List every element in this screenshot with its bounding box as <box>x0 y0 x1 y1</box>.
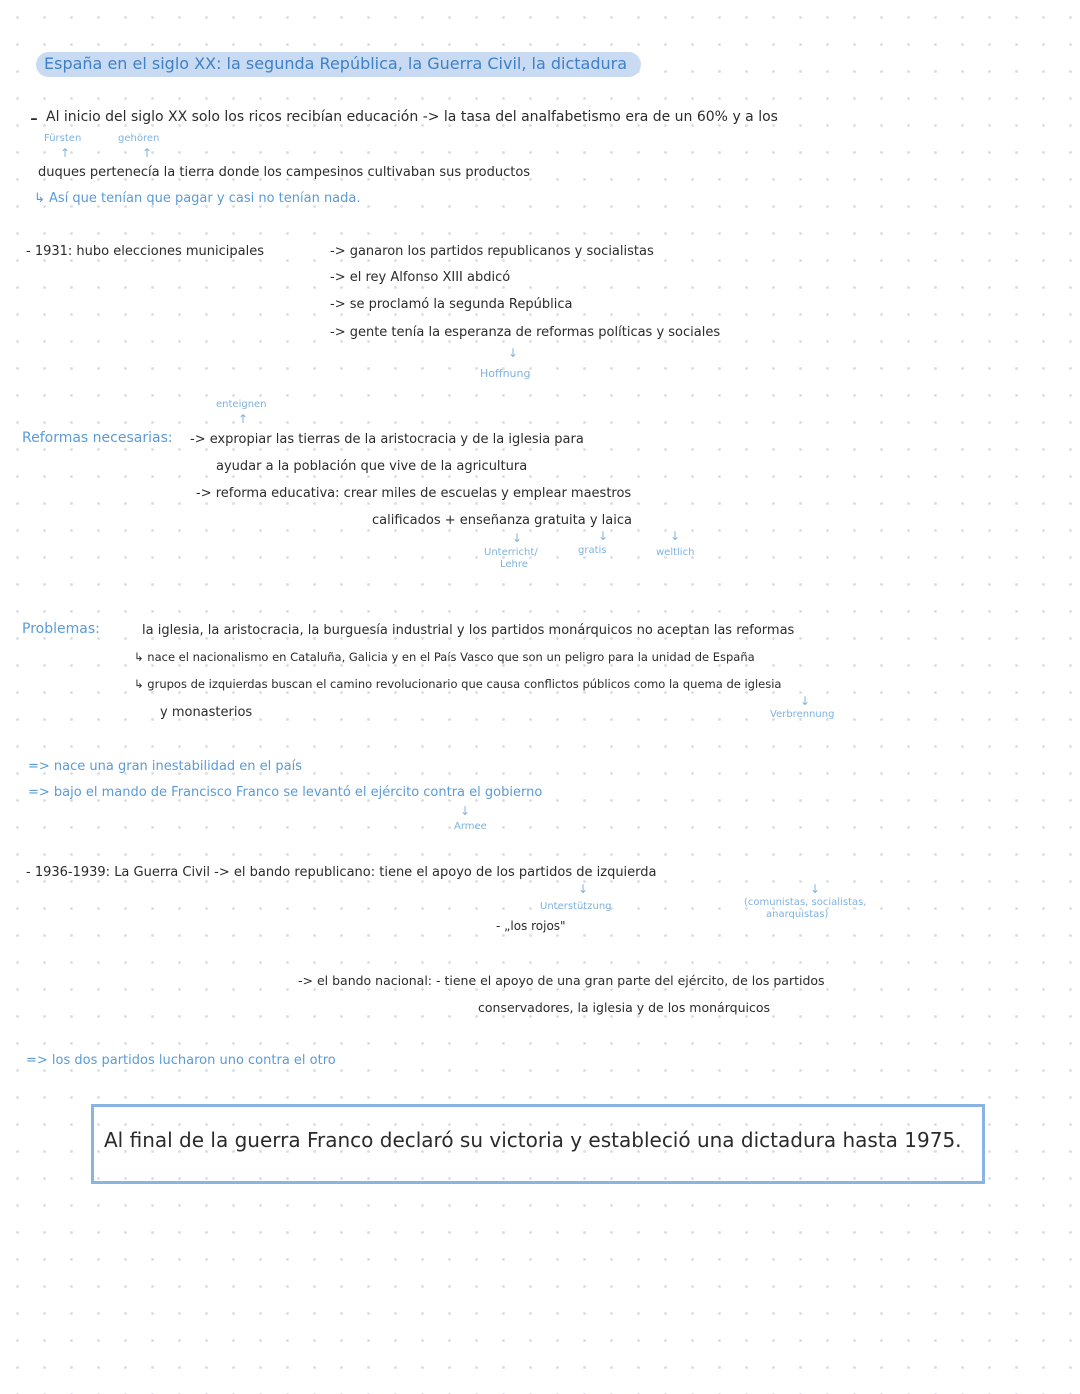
gloss-hoffnung: Hoffnung <box>480 367 531 380</box>
reformas-line-4: calificados + enseñanza gratuita y laica <box>372 513 632 528</box>
arrow-up-icon: ↑ <box>238 412 249 426</box>
item-1931: -> se proclamó la segunda República <box>330 297 573 312</box>
guerra-line-4: => los dos partidos lucharon uno contra el otro <box>26 1053 336 1068</box>
arrow-down-icon: ↓ <box>512 531 523 545</box>
guerra-line-1: - 1936-1939: La Guerra Civil -> el bando republicano: tiene el apoyo de los partidos de izquierda <box>26 865 657 880</box>
item-1931: -> gente tenía la esperanza de reformas políticas y sociales <box>330 325 721 340</box>
page-title: España en el siglo XX: la segunda República, la Guerra Civil, la dictadura <box>36 52 641 77</box>
consecuencia-line-2: => bajo el mando de Francisco Franco se levantó el ejército contra el gobierno <box>28 785 543 800</box>
arrow-down-icon: ↓ <box>508 346 519 360</box>
arrow-down-icon: ↓ <box>460 804 471 818</box>
arrow-down-icon: ↓ <box>598 529 609 543</box>
gloss-gehoeren: gehören <box>118 133 160 144</box>
arrow-down-icon: ↓ <box>810 882 821 896</box>
bullet-dash: - <box>30 106 38 131</box>
consecuencia-line-1: => nace una gran inestabilidad en el país <box>28 759 303 774</box>
gloss-gratis: gratis <box>578 545 607 556</box>
reformas-label: Reformas necesarias: <box>22 430 173 446</box>
reformas-line-1: -> expropiar las tierras de la aristocracia y de la iglesia para <box>190 432 584 447</box>
gloss-armee: Armee <box>454 821 487 832</box>
intro-line-2: duques pertenecía la tierra donde los campesinos cultivaban sus productos <box>38 165 531 180</box>
arrow-up-icon: ↑ <box>60 146 71 160</box>
gloss-anarquistas: anarquistas) <box>766 909 829 920</box>
guerra-line-2: -> el bando nacional: - tiene el apoyo de una gran parte del ejército, de los partidos <box>298 973 825 988</box>
gloss-weltlich: weltlich <box>656 547 695 558</box>
gloss-verbrennung: Verbrennung <box>770 709 835 720</box>
gloss-unterricht: Unterricht/ <box>484 547 538 558</box>
arrow-up-icon: ↑ <box>142 146 153 160</box>
arrow-down-icon: ↓ <box>800 694 811 708</box>
reformas-line-2: ayudar a la población que vive de la agricultura <box>216 459 528 474</box>
problemas-line-3: ↳ grupos de izquierdas buscan el camino revolucionario que causa conflictos públicos como la quema de iglesia <box>134 677 782 691</box>
problemas-line-4: y monasterios <box>160 705 253 720</box>
intro-line-3: ↳ Así que tenían que pagar y casi no tenían nada. <box>34 191 361 206</box>
intro-line-1: Al inicio del siglo XX solo los ricos recibían educación -> la tasa del analfabetismo era de un 60% y a los <box>46 109 778 125</box>
guerra-line-3: conservadores, la iglesia y de los monárquicos <box>478 1000 770 1015</box>
los-rojos: - „los rojos" <box>496 919 566 933</box>
conclusion-text: Al final de la guerra Franco declaró su victoria y estableció una dictadura hasta 1975. <box>104 1128 962 1152</box>
problemas-line-1: la iglesia, la aristocracia, la burguesía industrial y los partidos monárquicos no aceptan las reformas <box>142 623 795 638</box>
reformas-line-3: -> reforma educativa: crear miles de escuelas y emplear maestros <box>196 486 632 501</box>
item-1931: -> ganaron los partidos republicanos y socialistas <box>330 244 654 259</box>
problemas-label: Problemas: <box>22 621 100 637</box>
problemas-line-2: ↳ nace el nacionalismo en Cataluña, Galicia y en el País Vasco que son un peligro para la unidad de España <box>134 650 755 664</box>
gloss-unterstuetzung: Unterstützung <box>540 901 612 912</box>
item-1931: -> el rey Alfonso XIII abdicó <box>330 270 511 285</box>
gloss-enteignen: enteignen <box>216 399 267 410</box>
gloss-lehre: Lehre <box>500 559 528 570</box>
arrow-down-icon: ↓ <box>670 529 681 543</box>
gloss-fuersten: Fürsten <box>44 133 82 144</box>
lead-1931: - 1931: hubo elecciones municipales <box>26 244 264 259</box>
arrow-down-icon: ↓ <box>578 882 589 896</box>
gloss-comunistas: (comunistas, socialistas, <box>744 897 867 908</box>
